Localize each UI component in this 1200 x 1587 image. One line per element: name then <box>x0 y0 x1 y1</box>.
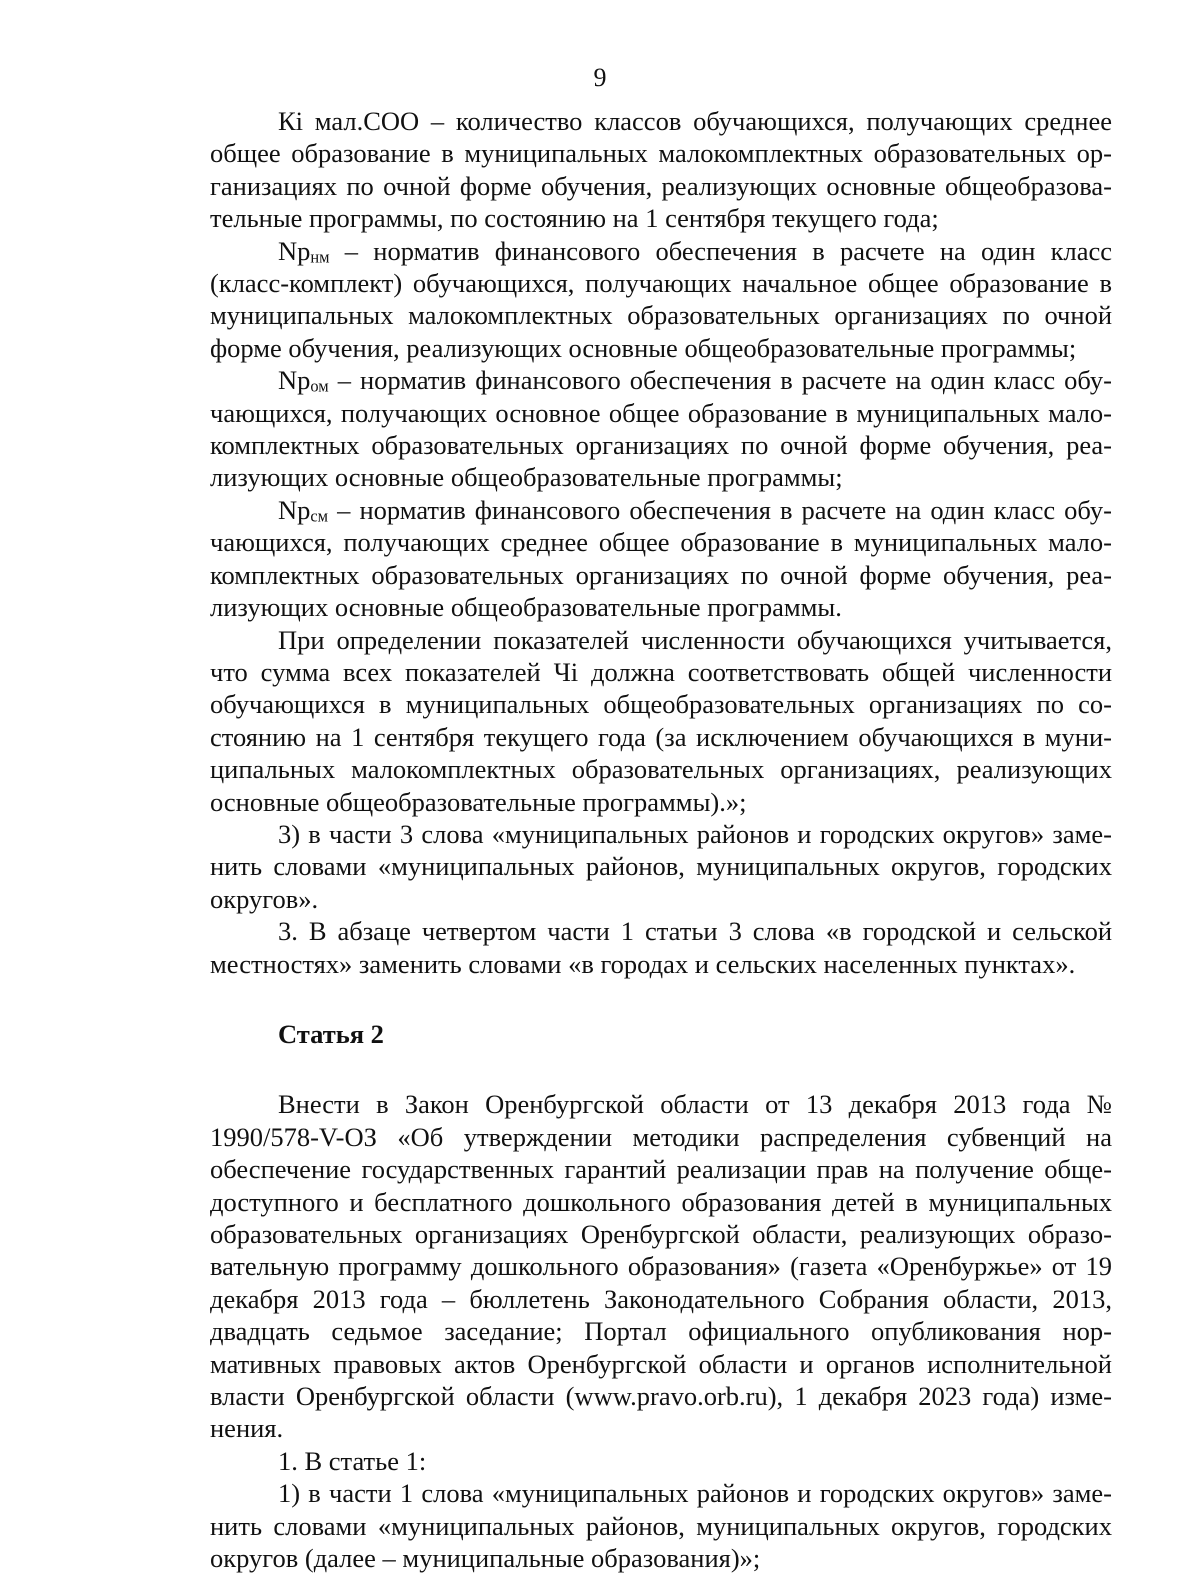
page-number: 9 <box>593 63 607 92</box>
np-om-symbol: Np <box>278 365 311 396</box>
paragraph-student-count: При определении показателей численности обучающихся учитывается, что сумма всех показателей Чi должна соответствовать общей численности обучающихся в муниципальных общеобразовательных организациях по состоянию на 1 сентября текущего года (за исключением обучающихся в муниципальных малокомплектных образовательных организациях, реализующих основные общеобразовательные программы).»; <box>210 624 1112 817</box>
np-sm-symbol: Np <box>278 494 311 525</box>
paragraph-item-3: 3. В абзаце четвертом части 1 статьи 3 слова «в городской и сельской местностях» заменить словами «в городах и сельских населенных пунктах». <box>210 916 1112 979</box>
article-2-title: Статья 2 <box>278 1018 384 1049</box>
article-spacer <box>210 1050 1112 1088</box>
paragraph-amend-law: Внести в Закон Оренбургской области от 13 декабря 2013 года № 1990/578-V-ОЗ «Об утверждении методики распределения субвенций на обеспечение государственных гарантий реализации прав на получение общедоступного и бесплатного дошкольного образования детей в муниципальных образовательных организациях Оренбургской области, реализующих образовательную программу дошкольного образования» (газета «Оренбуржье» от 19 декабря 2013 года – бюллетень Законодательного Собрания области, 2013, двадцать седьмое заседание; Портал официального опубликования нормативных правовых актов Оренбургской области и органов исполнительной власти Оренбургской области (www.pravo.orb.ru), 1 декабря 2023 года) изменения. <box>210 1089 1112 1444</box>
np-om-subscript: ом <box>310 376 329 396</box>
paragraph-np-nm <box>210 235 1112 365</box>
np-sm-text: – норматив финансового обеспечения в расчете на один класс обучающихся, получающих среднее общее образование в муниципальных малокомплектных образовательных организациях по очной форме обучения, реализующих основные общеобразовательные программы. <box>210 494 1112 623</box>
np-nm-text: – норматив финансового обеспечения в расчете на один класс (класс-комплект) обучающихся, получающих начальное общее образование в муниципальных малокомплектных образовательных организациях по очной форме обучения, реализующих основные общеобразовательные программы; <box>210 235 1112 363</box>
paragraph-np-sm <box>210 494 1112 624</box>
document-body <box>210 105 1112 1574</box>
np-nm-symbol: Np <box>278 235 311 266</box>
paragraph-np-om <box>210 364 1112 494</box>
np-nm-subscript: нм <box>310 247 330 267</box>
np-om-text: – норматив финансового обеспечения в расчете на один класс обучающихся, получающих основное общее образование в муниципальных малокомплектных образовательных организациях по очной форме обучения, реализующих основные общеобразовательные программы; <box>210 365 1112 493</box>
paragraph-article-1: 1. В статье 1: <box>278 1445 427 1476</box>
np-sm-subscript: см <box>310 506 329 526</box>
paragraph-part-3: 3) в части 3 слова «муниципальных районов и городских округов» заменить словами «муниципальных районов, муниципальных округов, городских округов». <box>210 818 1112 914</box>
paragraph-k-mal-soo: Кi мал.СОО – количество классов обучающихся, получающих среднее общее образование в муниципальных малокомплектных образовательных организациях по очной форме обучения, реализующих основные общеобразовательные программы, по состоянию на 1 сентября текущего года; <box>210 106 1112 234</box>
paragraph-part-1: 1) в части 1 слова «муниципальных районов и городских округов» заменить словами «муниципальных районов, муниципальных округов, городских округов (далее – муниципальные образования)»; <box>210 1478 1112 1574</box>
